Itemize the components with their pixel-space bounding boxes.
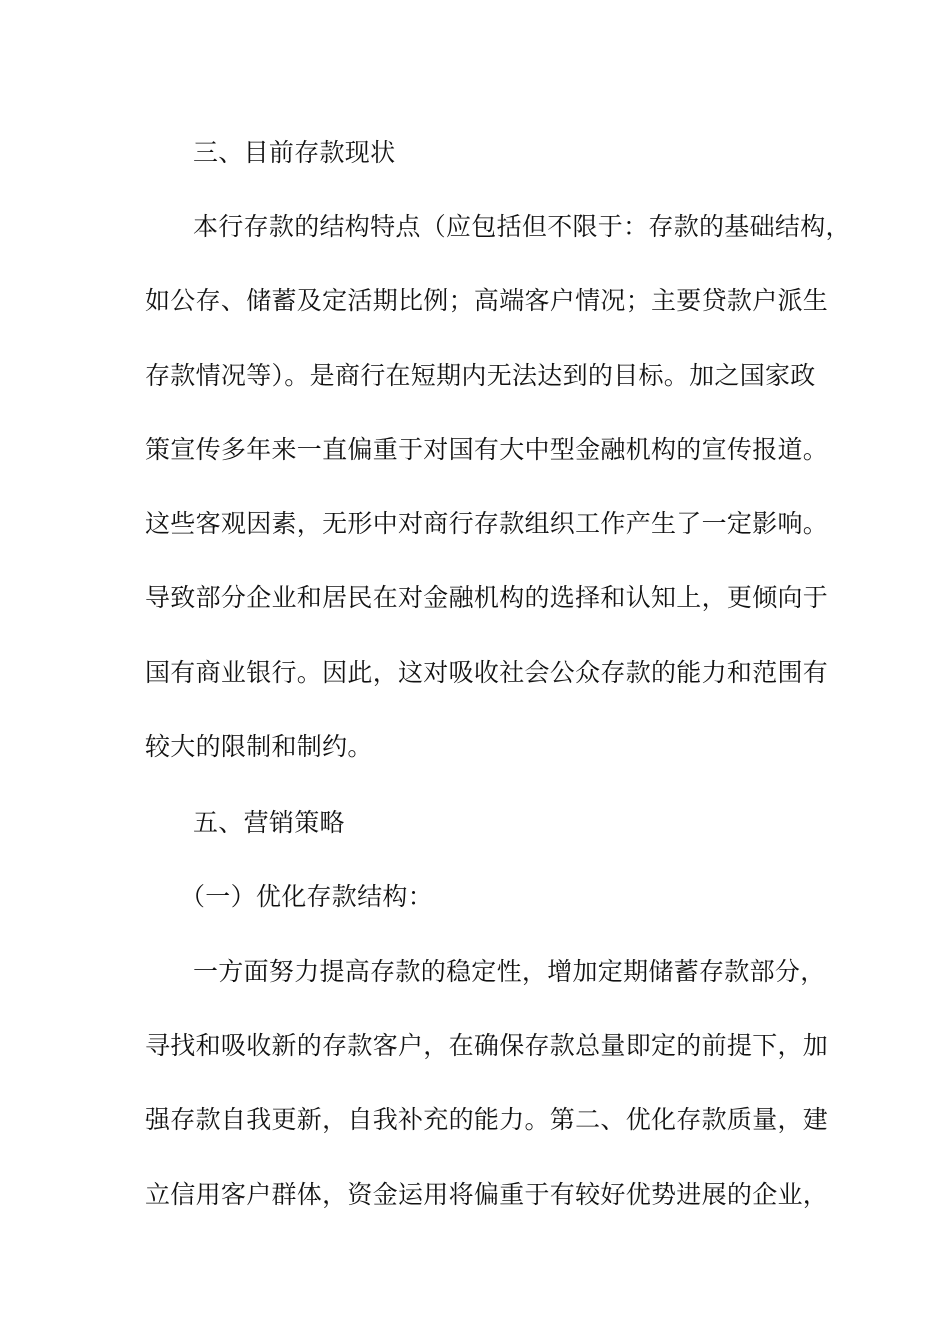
paragraph-line: 强存款自我更新，自我补充的能力。第二、优化存款质量，建 [145, 1105, 829, 1134]
paragraph-line: 本行存款的结构特点（应包括但不限于：存款的基础结构， [193, 212, 851, 241]
paragraph-line: 这些客观因素，无形中对商行存款组织工作产生了一定影响。 [145, 509, 829, 538]
paragraph-line: 导致部分企业和居民在对金融机构的选择和认知上，更倾向于 [145, 583, 829, 612]
subsection-heading-optimize-structure: （一）优化存款结构： [180, 882, 434, 911]
paragraph-line: 国有商业银行。因此，这对吸收社会公众存款的能力和范围有 [145, 658, 829, 687]
section-heading-current-deposits: 三、目前存款现状 [193, 138, 396, 167]
paragraph-line: 较大的限制和制约。 [145, 732, 373, 761]
paragraph-line: 策宣传多年来一直偏重于对国有大中型金融机构的宣传报道。 [145, 435, 829, 464]
paragraph-line: 存款情况等）。是商行在短期内无法达到的目标。加之国家政 [145, 361, 816, 390]
section-heading-marketing-strategy: 五、营销策略 [193, 808, 345, 837]
paragraph-line: 寻找和吸收新的存款客户，在确保存款总量即定的前提下，加 [145, 1031, 829, 1060]
paragraph-line: 如公存、储蓄及定活期比例；高端客户情况；主要贷款户派生 [145, 286, 829, 315]
paragraph-line: 一方面努力提高存款的稳定性，增加定期储蓄存款部分， [193, 957, 826, 986]
paragraph-line: 立信用客户群体，资金运用将偏重于有较好优势进展的企业， [145, 1180, 829, 1209]
